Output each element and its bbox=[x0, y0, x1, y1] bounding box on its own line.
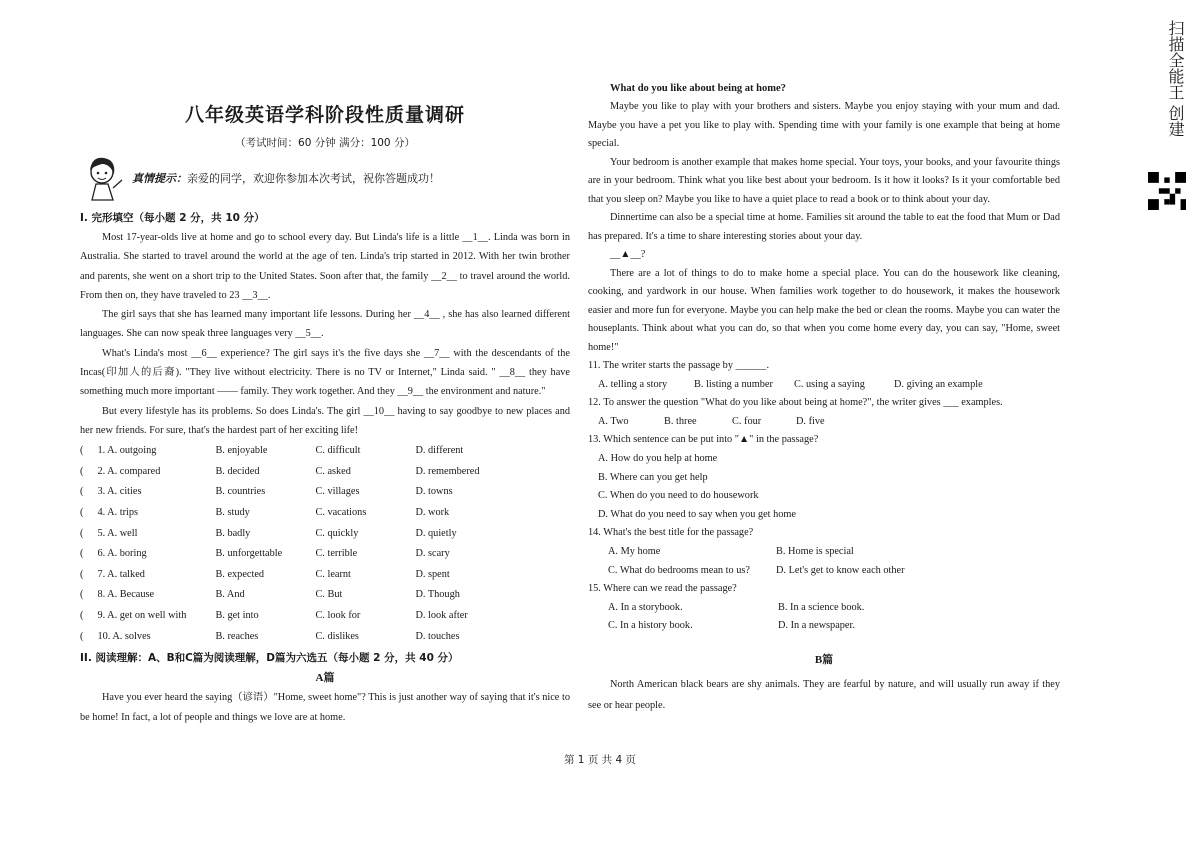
left-column bbox=[80, 90, 570, 727]
page-title: 八年级英语学科阶段性质量调研 bbox=[184, 104, 465, 126]
passage-paragraph: There are a lot of things to do to make home a special place. You can do the housework like cleaning, cooking, and yardwork in our house. When families work together to do housework, it makes the housework easier and more fun for everyone. Maybe you can help make the bed or clean the rooms. Maybe you can water the houseplants. Think about what you can do, so that when you come home every day, you can say, "Home, sweet home!" bbox=[588, 267, 1060, 353]
part-b-intro: North American black bears are shy animals. They are fearful by nature, and will usually run away if they see or hear people. bbox=[588, 678, 1060, 711]
girl-cartoon-icon bbox=[80, 154, 126, 202]
question-15: 15. Where can we read the passage? A. In a storybook. B. In a science book. C. In a history book. D. In a newspaper. bbox=[588, 583, 865, 632]
tip-row bbox=[80, 154, 570, 202]
question-13: 13. Which sentence can be put into "▲" in the passage? A. How do you help at home B. Where can you get help C. When do you need to do housework D. What do you need to say when you get home bbox=[588, 434, 819, 520]
question-12: 12. To answer the question "What do you like about being at home?", the writer gives ___ examples. A. Two B. three C. four D. five bbox=[588, 397, 1003, 427]
passage-paragraph: Your bedroom is another example that makes home special. Your toys, your books, and your favourite things are in your bedroom. Think what you like best about your bedroom. Is it how it looks? Is it your comfortable bed that you sleep on? Maybe you like to have a quiet place to read a book or to think about your day. bbox=[588, 156, 1060, 205]
option-row-2: ( 2. A. compared B. decided C. asked D. remembered bbox=[80, 465, 480, 477]
exam-info: （考试时间：60 分钟 满分：100 分） bbox=[235, 137, 415, 149]
passage-paragraph: Maybe you like to play with your brothers and sisters. Maybe you enjoy staying with your mum and dad. Maybe you have a pet you like to play with. Spending time with your family is one example that being at home special. bbox=[588, 101, 1060, 149]
option-row-10: ( 10. A. solves B. reaches C. dislikes D. touches bbox=[80, 630, 460, 642]
page-number: 第 1 页 共 4 页 bbox=[563, 754, 637, 766]
passage-paragraph: What's Linda's most __6__ experience? The girl says it's the five days she __7__ with the descendants of the Incas(印加人的后裔). "They live without electricity. There is no TV or Internet," Linda said. " __8__ they have something much more important —— family. They work together. And they __9__ the environment and nature." bbox=[80, 347, 570, 398]
option-row-3: ( 3. A. cities B. countries C. villages D. towns bbox=[80, 486, 453, 498]
part-a-intro: Have you ever heard the saying（谚语）"Home, sweet home"? This is just another way of saying that it's nice to be home! In fact, a lot of people and things we love are at home. bbox=[80, 692, 570, 723]
cloze-options bbox=[80, 441, 570, 647]
option-row-6: ( 6. A. boring B. unforgettable C. terrible D. scary bbox=[80, 548, 450, 560]
option-row-7: ( 7. A. talked B. expected C. learnt D. spent bbox=[80, 568, 450, 580]
part-b-label: B篇 bbox=[814, 653, 834, 666]
option-row-8: ( 8. A. Because B. And C. But D. Though bbox=[80, 589, 460, 601]
passage-paragraph: The girl says that she has learned many important life lessons. During her __4__ , she has also learned different languages. She can now speak three languages very __5__. bbox=[80, 309, 570, 340]
question-11: 11. The writer starts the passage by ______. A. telling a story B. listing a number C. using a saying D. giving an example bbox=[588, 360, 983, 390]
tip-text: 亲爱的同学，欢迎你参加本次考试，祝你答题成功！ bbox=[187, 172, 440, 185]
scanner-watermark bbox=[1166, 20, 1192, 137]
passage-paragraph: But every lifestyle has its problems. So does Linda's. The girl __10__ having to say goodbye to new places and her new friends. For sure, that's the hardest part of her exciting life! bbox=[80, 405, 570, 436]
option-row-9: ( 9. A. get on well with B. get into C. look for D. look after bbox=[80, 610, 468, 622]
question-heading: What do you like about being at home? bbox=[610, 83, 786, 94]
section2-heading: II. 阅读理解：A、B和C篇为阅读理解，D篇为六选五（每小题 2 分，共 40 分） bbox=[80, 652, 459, 665]
option-row-4: ( 4. A. trips B. study C. vacations D. work bbox=[80, 507, 450, 519]
option-row-1: ( 1. A. outgoing B. enjoyable C. difficult D. different bbox=[80, 445, 464, 457]
qr-code-icon bbox=[1148, 172, 1186, 210]
triangle-blank: __▲__? bbox=[610, 249, 646, 260]
part-a-label: A篇 bbox=[315, 672, 335, 685]
section1-heading: I. 完形填空（每小题 2 分，共 10 分） bbox=[80, 212, 265, 224]
scanner-watermark-text: 扫描全能王 创建 bbox=[1166, 20, 1185, 138]
tip-label: 真情提示： bbox=[132, 172, 187, 185]
question-14: 14. What's the best title for the passage? A. My home B. Home is special C. What do bedrooms mean to us? D. Let's get to know each other bbox=[588, 527, 905, 576]
passage-paragraph: Dinnertime can also be a special time at home. Families sit around the table to eat the food that Mum or Dad has prepared. It's a time to share interesting stories about your day. bbox=[588, 212, 1060, 242]
option-row-5: ( 5. A. well B. badly C. quickly D. quietly bbox=[80, 527, 457, 539]
passage-paragraph: Most 17-year-olds live at home and go to school every day. But Linda's life is a little __1__. Linda was born in Australia. She started to travel around the world at the age of ten. Linda's trip started in 2012. With her twin brother and parents, she went on a short trip to the United States. Soon after that, the family __2__ to travel around the world. From then on, they have traveled to 23 __3__. bbox=[80, 232, 570, 301]
right-column bbox=[588, 80, 1060, 716]
